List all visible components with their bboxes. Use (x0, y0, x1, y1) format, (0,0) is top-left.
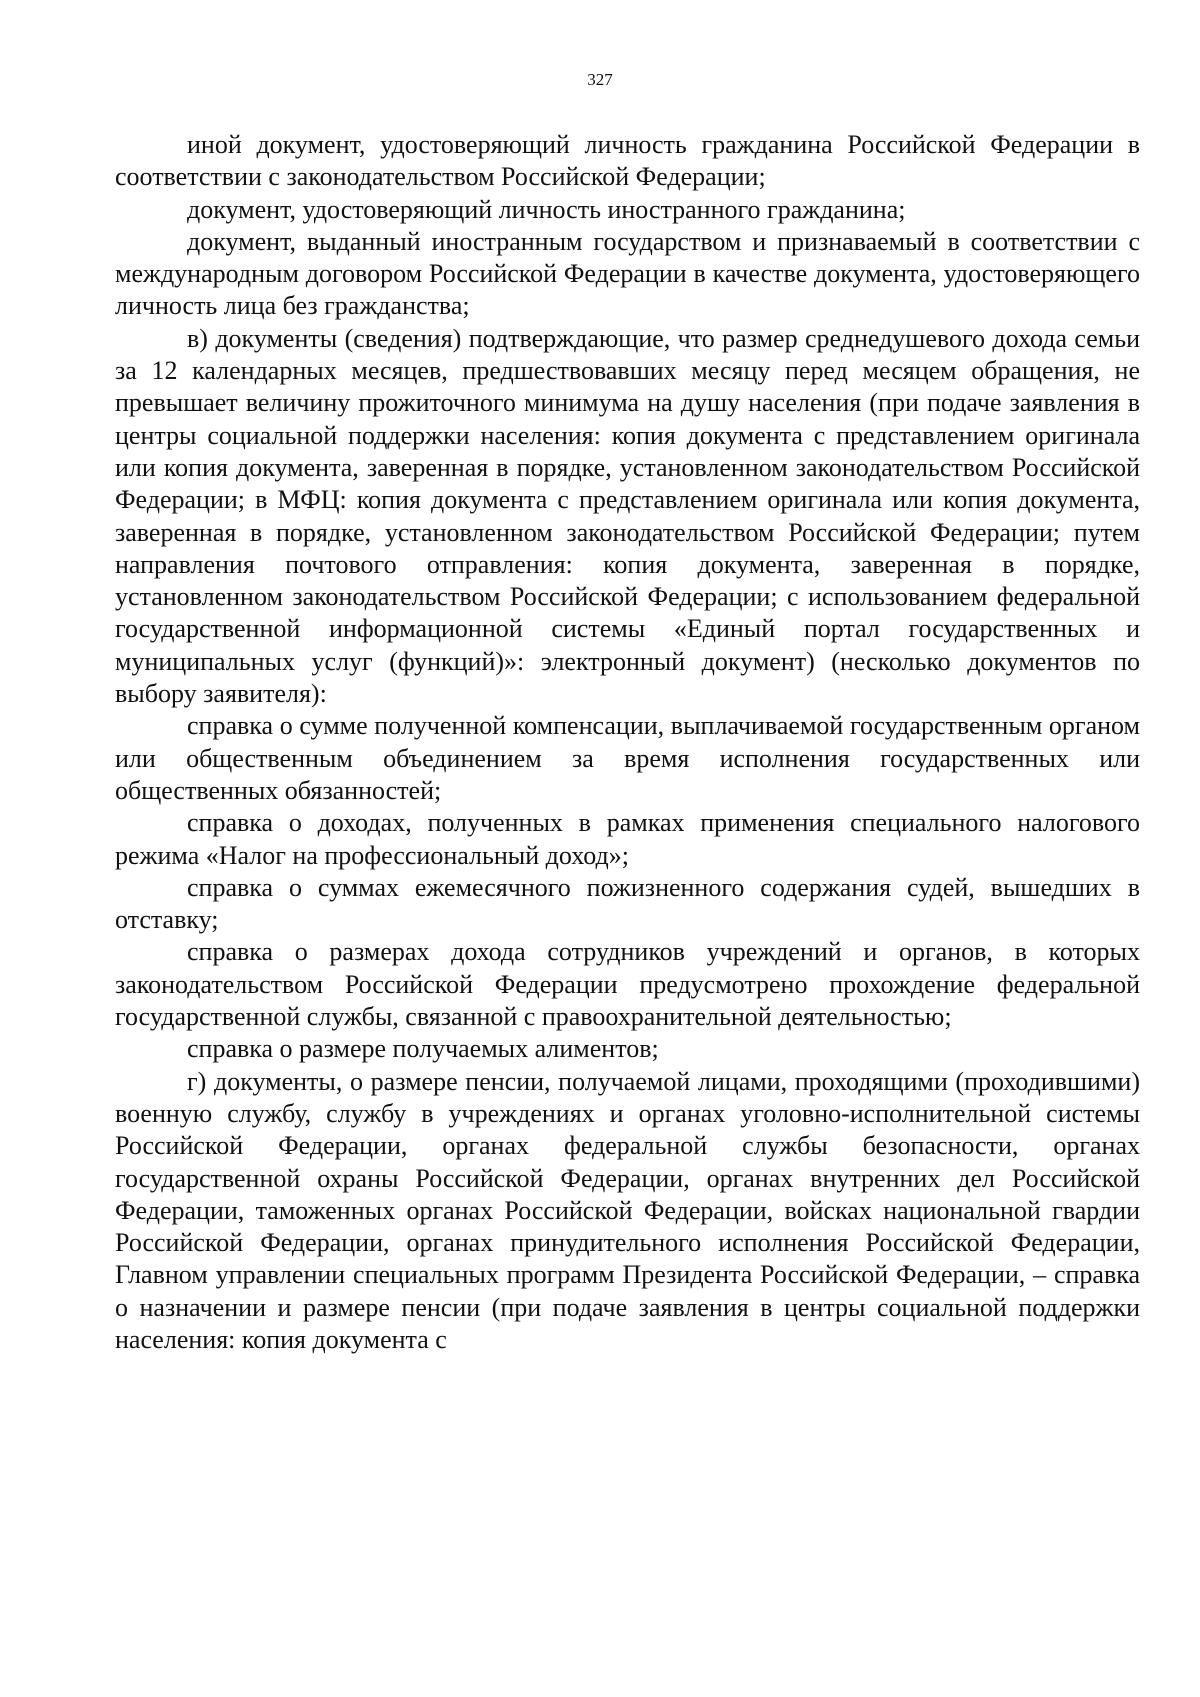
paragraph-identity-document-rf: иной документ, удостоверяющий личность гражданина Российской Федерации в соответствии с законодательством Российской Федерации; (115, 130, 1140, 192)
paragraph-alimony-certificate: справка о размере получаемых алиментов; (187, 1034, 659, 1064)
paragraph-foreign-citizen-document: документ, удостоверяющий личность иностранного гражданина; (187, 194, 906, 224)
paragraph-professional-income-certificate: справка о доходах, полученных в рамках применения специального налогового режима «Налог на профессиональный доход»; (115, 808, 1140, 870)
paragraph-item-v-income-documents: в) документы (сведения) подтверждающие, что размер среднедушевого дохода семьи за 12 календарных месяцев, предшествовавших месяцу перед месяцем обращения, не превышает величину прожиточного минимума на душу населения (при подаче заявления в центры социальной поддержки населения: копия документа с представлением оригинала или копия документа, заверенная в порядке, установленном законодательством Российской Федерации; в МФЦ: копия документа с представлением оригинала или копия документа, заверенная в порядке, установленном законодательством Российской Федерации; путем направления почтового отправления: копия документа, заверенная в порядке, установленном законодательством Российской Федерации; с использованием федеральной государственной информационной системы «Единый портал государственных и муниципальных услуг (функций)»: электронный документ) (несколько документов по выбору заявителя): (115, 323, 1140, 709)
paragraph-stateless-person-document: документ, выданный иностранным государством и признаваемый в соответствии с международным договором Российской Федерации в качестве документа, удостоверяющего личность лица без гражданства; (115, 226, 1140, 321)
paragraph-law-enforcement-income-certificate: справка о размерах дохода сотрудников учреждений и органов, в которых законодательством Российской Федерации предусмотрено прохождение федеральной государственной службы, связанной с правоохранительной деятельностью; (115, 937, 1140, 1032)
page-number: 327 (587, 70, 613, 89)
paragraph-judges-allowance-certificate: справка о суммах ежемесячного пожизненного содержания судей, вышедших в отставку; (115, 872, 1140, 935)
paragraph-item-g-pension-documents: г) документы, о размере пенсии, получаемой лицами, проходящими (проходившими) военную службу, службу в учреждениях и органах уголовно-исполнительной системы Российской Федерации, органах федеральной службы безопасности, органах государственной охраны Российской Федерации, органах внутренних дел Российской Федерации, таможенных органах Российской Федерации, войсках национальной гвардии Российской Федерации, органах принудительного исполнения Российской Федерации, Главном управлении специальных программ Президента Российской Федерации, – справка о назначении и размере пенсии (при подаче заявления в центры социальной поддержки населения: копия документа с (115, 1066, 1140, 1354)
document-body (115, 129, 1140, 1356)
paragraph-compensation-certificate: справка о сумме полученной компенсации, выплачиваемой государственным органом или общественным объединением за время исполнения государственных или общественных обязанностей; (115, 711, 1140, 805)
